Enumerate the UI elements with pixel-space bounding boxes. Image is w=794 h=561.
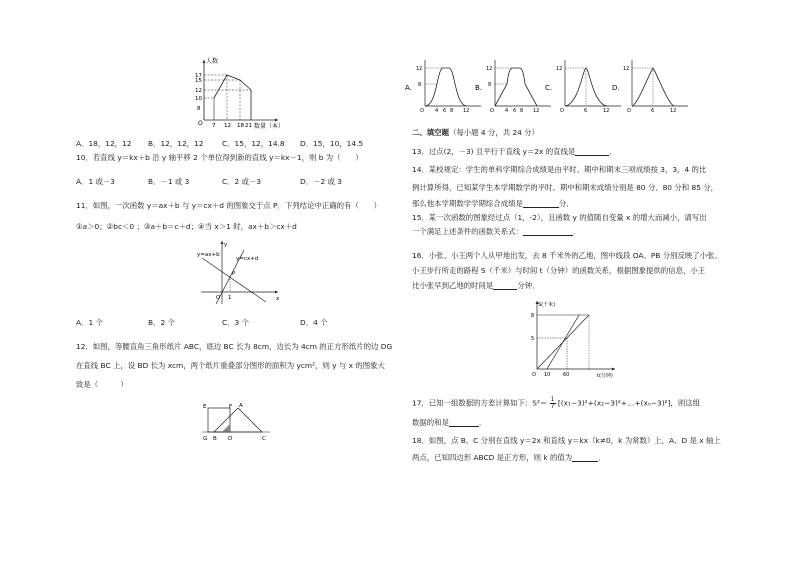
svg-text:8: 8 — [488, 82, 492, 88]
q9-option-c: C．15，12，14.8 — [222, 139, 285, 148]
svg-text:18: 18 — [237, 123, 244, 129]
svg-text:O: O — [560, 108, 564, 114]
q10-option-c: C．2 或－3 — [222, 177, 262, 186]
svg-text:O: O — [490, 108, 494, 114]
svg-text:A: A — [239, 403, 243, 409]
q17-line1: 17．已知一组数据的方差计算如下：S²＝ $\frac{1}{7}$ [(x₁−3)²+(x₂−3)²+…+(xₙ−3)²]，则这组 — [412, 396, 701, 410]
svg-text:8: 8 — [531, 313, 535, 319]
svg-text:6: 6 — [443, 108, 447, 114]
svg-text:F: F — [229, 404, 233, 410]
svg-text:21: 21 — [245, 123, 252, 129]
figure-q16-distance-time — [525, 297, 621, 379]
q18-line1: 18．如图，点 B、C 分别在直线 y＝2x 和直线 y＝kx（k≠0，k 为常数）上，A、D 是 x 轴上 — [412, 436, 721, 445]
q12-line3: 致是（ ） — [76, 380, 128, 389]
svg-text:12: 12 — [195, 88, 202, 94]
graph-option-d — [612, 58, 692, 114]
q18-line2: 两点，已知四边形 ABCD 是正方形，则 k 的值为 ． — [412, 453, 606, 462]
svg-text:D: D — [228, 436, 233, 442]
graph-option-b — [475, 58, 555, 114]
svg-text:17: 17 — [195, 73, 202, 79]
q14-line1: 14．某校规定：学生的单科学期综合成绩是由平时、期中和期末三项成绩按 3，3，4 的比 — [412, 165, 707, 174]
q14-line2: 例计算所得，已知某学生本学期数学的平时、期中和期末成绩分别是 80 分、80 分和 85 分， — [412, 183, 719, 192]
chart-xlabel: 数量（本） — [254, 123, 285, 130]
svg-text:8: 8 — [418, 82, 422, 88]
svg-text:12: 12 — [463, 108, 470, 114]
svg-text:A.: A. — [405, 84, 412, 92]
svg-text:4: 4 — [435, 108, 439, 114]
q16-line1: 16．小张、小王两个人从甲地出发，去 8 千米外的乙地，图中线段 OA、PB 分别反映了小张、 — [412, 251, 722, 260]
svg-text:O: O — [198, 120, 203, 127]
q15-line1: 15．某一次函数的图象经过点（1，-2），且函数 y 的值随自变量 x 的增大而减小，请写出 — [412, 213, 707, 222]
svg-text:12: 12 — [556, 66, 563, 72]
svg-text:12: 12 — [623, 66, 630, 72]
q10-stem: 10．若直线 y＝kx＋b 沿 y 轴平移 2 个单位得到新的直线 y＝kx－1，则 b 为（ ） — [76, 153, 363, 162]
svg-text:O: O — [532, 372, 536, 378]
svg-text:10: 10 — [544, 372, 551, 378]
q13: 13．过点(2，－3) 且平行于直线 y＝2x 的直线是 ． — [412, 147, 617, 156]
q11-option-c: C．3 个 — [222, 318, 249, 327]
svg-text:15: 15 — [195, 78, 202, 84]
svg-text:5: 5 — [531, 336, 535, 342]
q9-option-b: B．12，12，12 — [148, 139, 204, 148]
chart-ylabel: 人数 — [206, 58, 219, 65]
svg-text:y: y — [224, 242, 228, 248]
svg-text:E: E — [203, 404, 207, 410]
svg-text:O: O — [420, 108, 424, 114]
svg-text:O: O — [216, 295, 221, 301]
q16-line3: 比小张早到乙地的时间是 分钟． — [412, 281, 540, 290]
svg-text:C: C — [262, 436, 266, 442]
svg-text:6: 6 — [513, 108, 517, 114]
q9-option-a: A．18，12，12 — [76, 139, 132, 148]
svg-text:1: 1 — [228, 295, 232, 301]
q10-option-d: D．－2 或 3 — [300, 177, 342, 186]
q12-line1: 12．如图，等腰直角三角形纸片 ABC，底边 BC 长为 8cm，边长为 4cm 的正方形纸片的边 DG — [76, 342, 393, 351]
svg-text:12: 12 — [603, 108, 610, 114]
figure-frequency-chart — [190, 55, 290, 135]
svg-text:6: 6 — [651, 108, 655, 114]
svg-text:8: 8 — [520, 108, 524, 114]
q15-line2: 一个满足上述条件的函数关系式： ． — [412, 227, 581, 236]
svg-text:12: 12 — [533, 108, 540, 114]
svg-text:O: O — [627, 108, 631, 114]
svg-text:10: 10 — [195, 96, 202, 102]
svg-text:4: 4 — [505, 108, 509, 114]
svg-text:12: 12 — [486, 66, 493, 72]
q10-option-a: A．1 或－3 — [76, 177, 115, 186]
svg-text:x: x — [276, 296, 280, 302]
section-heading-fill-in: 二、填空题（每小题 4 分，共 24 分） — [412, 128, 539, 137]
q9-option-d: D．15，10，14.5 — [300, 139, 364, 148]
svg-text:B: B — [213, 436, 217, 442]
svg-text:60: 60 — [563, 372, 570, 378]
svg-text:y=cx+d: y=cx+d — [236, 256, 259, 262]
svg-text:12: 12 — [670, 108, 677, 114]
q11-option-a: A．1 个 — [76, 318, 103, 327]
q11-stem: 11．如图，一次函数 y＝ax＋b 与 y＝cx＋d 的图象交于点 P．下列结论中正确的有（ ） — [76, 201, 381, 210]
svg-text:t(分钟): t(分钟) — [597, 373, 613, 379]
svg-text:P: P — [232, 271, 236, 277]
svg-text:12: 12 — [224, 123, 231, 129]
svg-text:6: 6 — [584, 108, 588, 114]
svg-text:8: 8 — [197, 106, 201, 112]
figure-q11-lines — [196, 238, 282, 306]
svg-text:G: G — [203, 436, 208, 442]
q11-conditions: ①a＞0；②bc＜0 ；③a＋b＝c＋d；④当 x＞1 时，ax＋b＞cx＋d — [76, 222, 297, 231]
svg-text:C.: C. — [545, 84, 553, 92]
q16-line2: 小王步行所走的路程 S（千米）与时间 t（分钟）的函数关系，根据图象提供的信息，小王 — [412, 266, 706, 275]
q12-line2: 在直线 BC 上，设 BD 长为 xcm，两个纸片重叠部分图形的面积为 ycm²，则 y 与 x 的图象大 — [76, 361, 385, 370]
q14-line3: 那么他本学期数学学期综合成绩是 分． — [412, 199, 574, 208]
svg-text:7: 7 — [212, 123, 216, 129]
q11-option-b: B．2 个 — [148, 318, 175, 327]
svg-text:8: 8 — [450, 108, 454, 114]
q17-line2: 数据的和是 ． — [412, 418, 487, 427]
q10-option-b: B．－1 或 3 — [148, 177, 190, 186]
svg-text:y=ax+b: y=ax+b — [197, 252, 220, 258]
graph-option-a — [405, 58, 485, 114]
svg-text:B.: B. — [475, 84, 483, 92]
q11-option-d: D．4 个 — [300, 318, 328, 327]
figure-q12-triangle — [200, 400, 274, 442]
svg-text:D.: D. — [612, 84, 620, 92]
svg-text:S(千米): S(千米) — [538, 302, 556, 308]
svg-text:12: 12 — [416, 66, 423, 72]
